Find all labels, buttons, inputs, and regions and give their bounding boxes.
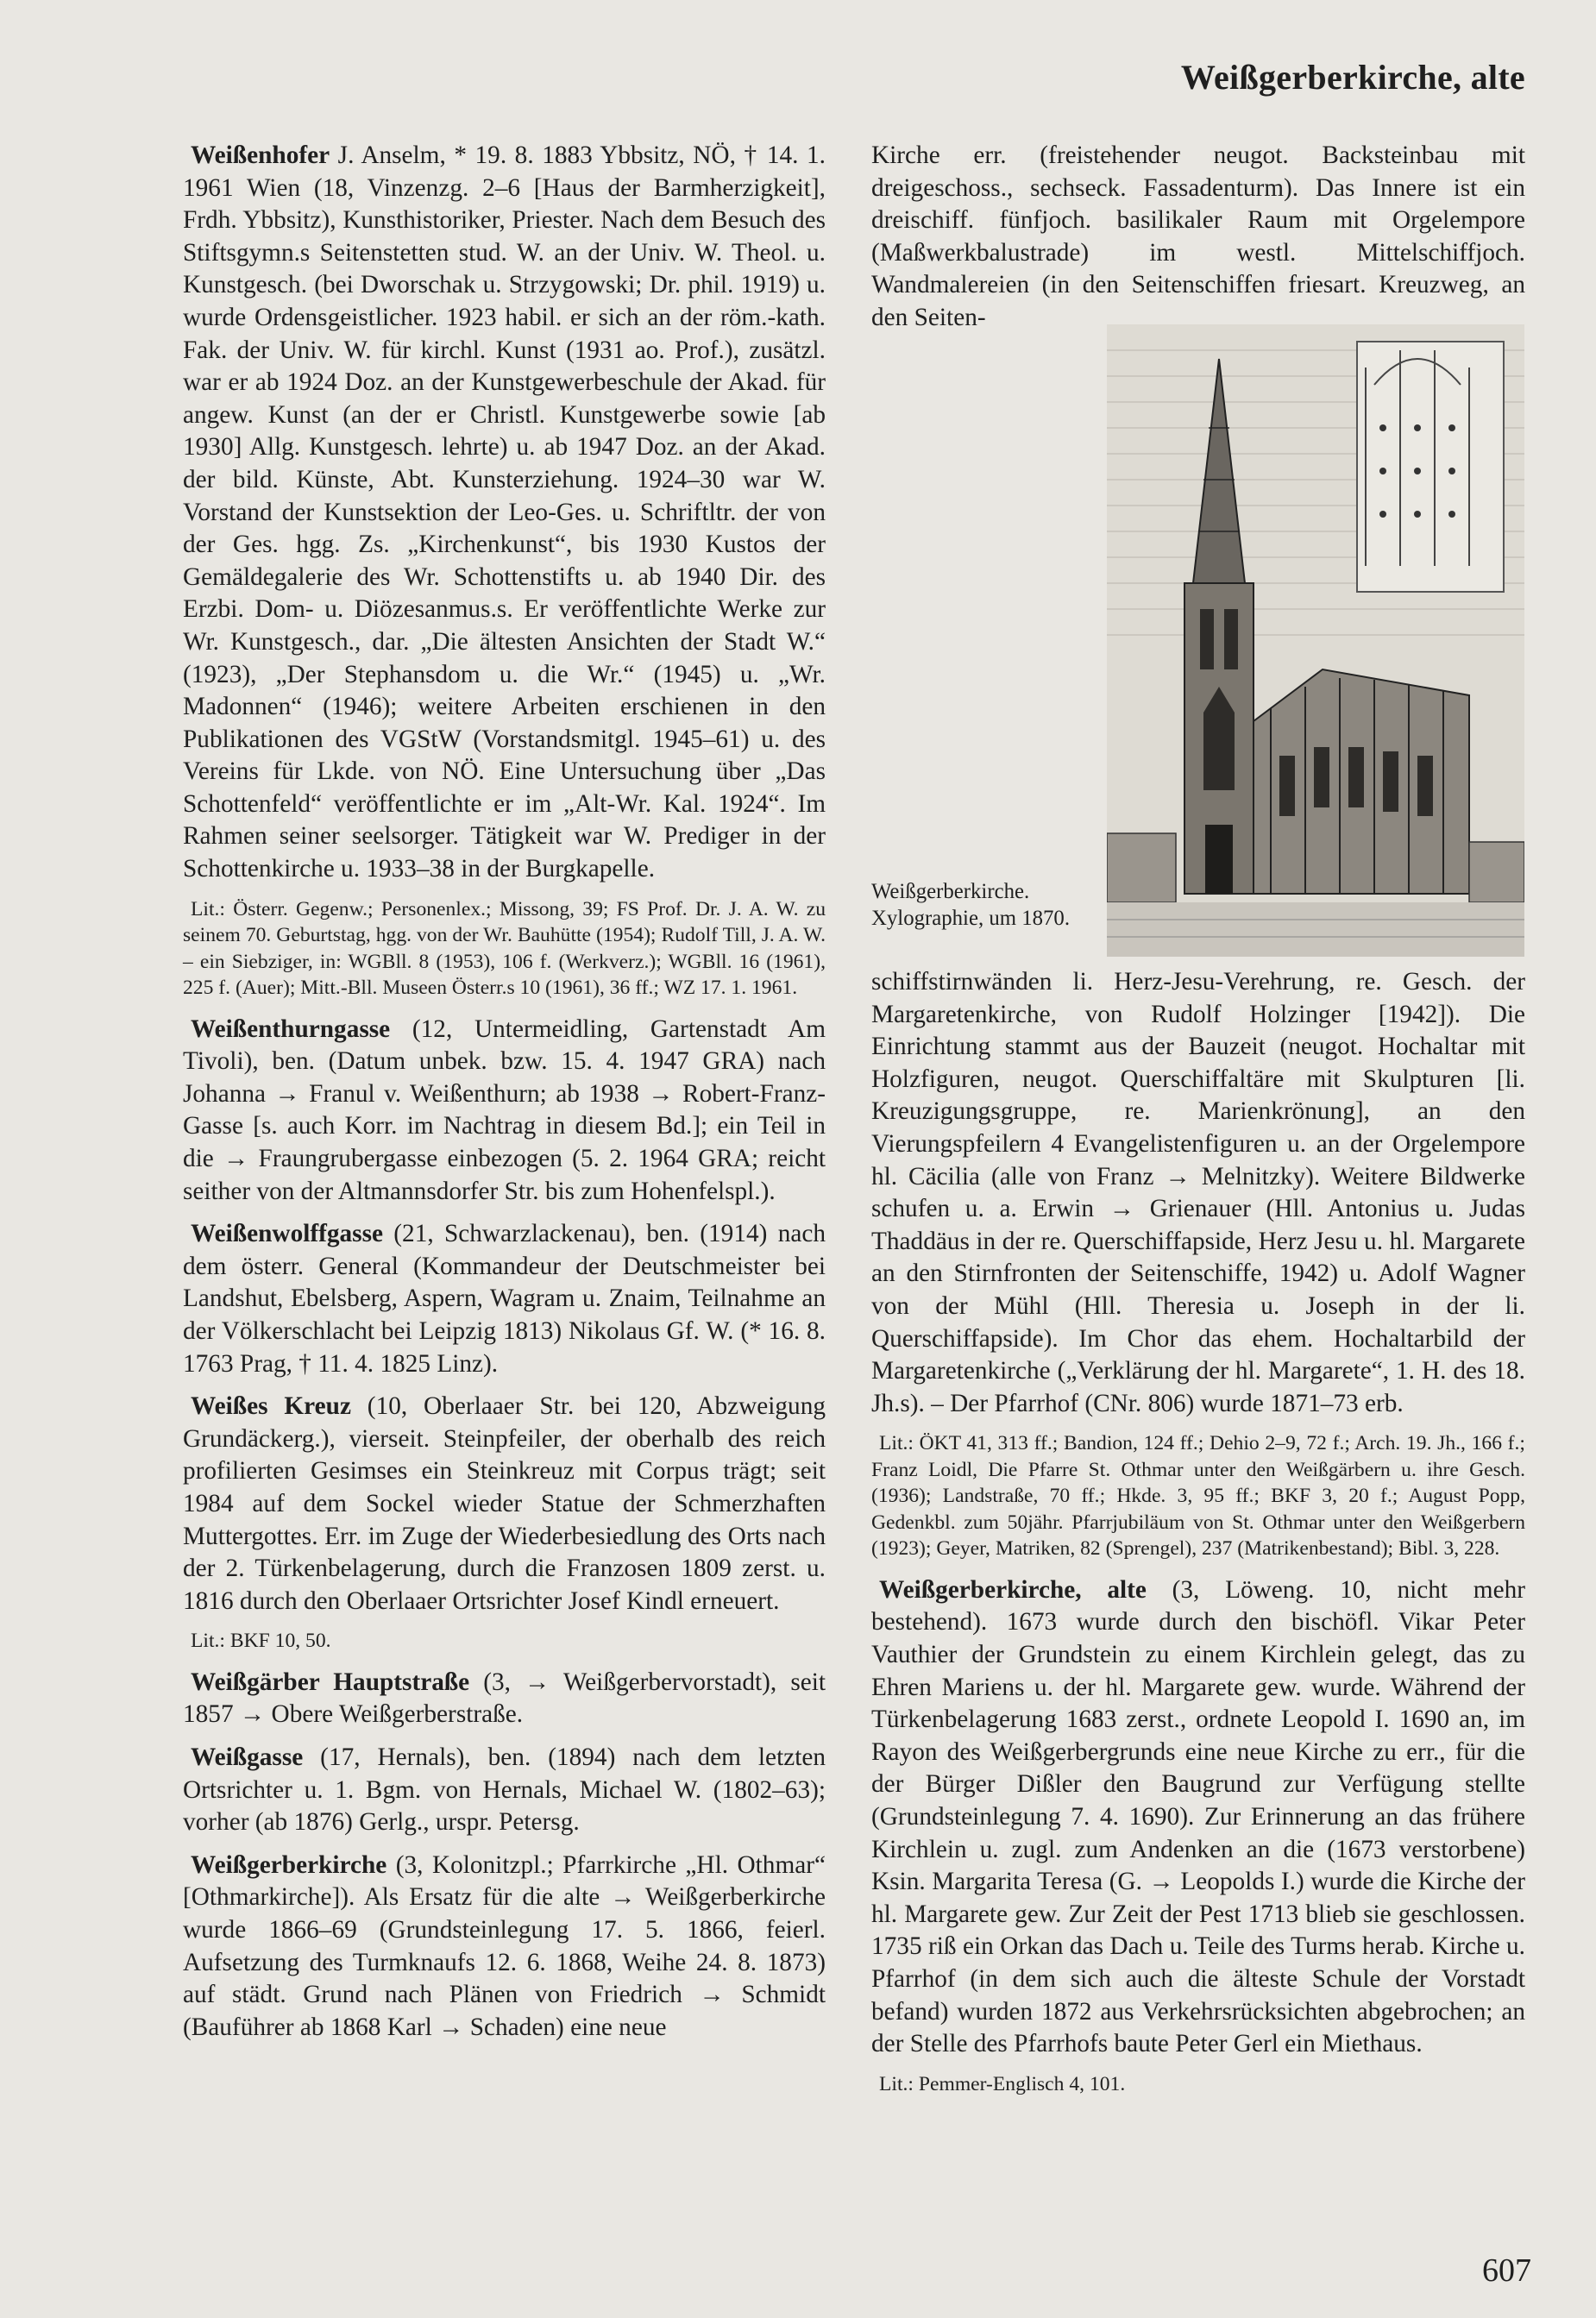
entry-literature: Lit.: Österr. Gegenw.; Personenlex.; Missong, 39; FS Prof. Dr. J. A. W. zu seinem 70. Geburtstag, hgg. von der Wr. Bauhütte (1954); Rudolf Till, J. A. W. – ein Siebziger, in: WGBll. 8 (1953), 106 f. (Werkverz.); WGBll. 16 (1961), 225 f. (Auer); Mitt.-Bll. Museen Österr.s 10 (1961), 36 ff.; WZ 17. 1. 1961.	[183, 897, 826, 1000]
entry-continuation: Kirche err. (freistehender neugot. Backsteinbau mit dreigeschoss., sechseck. Fassadenturm). Das Innere ist ein dreischiff. fünfjoch. basilikaler Raum mit Orgelempore (Maßwerkbalustrade) im westl. Mittelschiffjoch. Wandmalereien (in den Seitenschiffen friesart. Kreuzweg, an den Seiten-	[871, 141, 1525, 331]
entry-text: schiffstirnwänden li. Herz-Jesu-Verehrung, re. Gesch. der Margaretenkirche, von Rudolf Holzinger [1942]). Die Einrichtung stammt aus der Bauzeit (neugot. Hochaltar mit Holzfiguren, neugot. Querschiffaltäre mit Skulpturen [li. Kreuzigungsgruppe, re. Marienkrönung], an den Vierungspfeilern 4 Evangelistenfiguren u. an der Orgelempore hl. Cäcilia (alle von Franz → Melnitzky). Weitere Bildwerke schufen u. a. Erwin → Grienauer (Hll. Antonius u. Judas Thaddäus in der re. Querschiffapside, Herz Jesu u. hl. Margarete an den Stirnfronten der Seitenschiffe, 1942) u. Adolf Wagner von der Mühl (Hll. Theresia u. Joseph in der li. Querschiffapside). Im Chor das ehem. Hochaltarbild der Margaretenkirche („Verklärung der hl. Margarete“, 1. H. des 18. Jh.s). – Der Pfarrhof (CNr. 806) wurde 1871–73 erb.	[871, 968, 1525, 1417]
entry-text: (3, → Weißgerbervorstadt), seit 1857 → Obere Weißgerberstraße.	[183, 1668, 826, 1729]
church-engraving	[1107, 324, 1524, 957]
entry-weissenwolffgasse	[183, 1218, 826, 1380]
entry-headword: Weißgasse	[191, 1743, 304, 1772]
entry-text: (21, Schwarzlackenau), ben. (1914) nach dem österr. General (Kommandeur der Deutschmeister bei Landshut, Ebelsberg, Aspern, Wagram u. Znaim, Teilnahme an der Völkerschlacht bei Leipzig 1813) Nikolaus Gf. W. (* 16. 8. 1763 Prag, † 11. 4. 1825 Linz).	[183, 1220, 826, 1378]
entry-weissgerberkirche-continued	[871, 966, 1525, 1420]
entry-literature: Lit.: Pemmer-Englisch 4, 101.	[879, 2072, 1126, 2095]
entry-headword: Weißes Kreuz	[191, 1392, 351, 1421]
entry-text: (17, Hernals), ben. (1894) nach dem letzten Ortsrichter u. 1. Bgm. von Hernals, Michael W. (1802–63); vorher (ab 1876) Gerlg., urspr. Petersg.	[183, 1743, 826, 1837]
figure-caption: Weißgerberkirche. Xylographie, um 1870.	[871, 880, 1071, 930]
church-illustration	[1107, 324, 1524, 957]
running-title: Weißgerberkirche, alte	[1180, 58, 1525, 97]
entry-headword: Weißgärber Hauptstraße	[191, 1668, 470, 1696]
entry-headword: Weißenhofer	[191, 141, 330, 169]
entry-text: (10, Oberlaaer Str. bei 120, Abzweigung Grundäckerg.), vierseit. Steinpfeiler, der oberhalb des reich profilierten Gesimses ein Steinkreuz mit Corpus trägt; seit 1984 auf dem Sockel wieder Statue der Schmerzhaften Muttergottes. Err. im Zuge der Wiederbesiedlung des Orts nach der 2. Türkenbelagerung, durch die Franzosen 1809 zerst. u. 1816 durch den Oberlaaer Ortsrichter Josef Kindl erneuert.	[183, 1392, 826, 1615]
entry-headword: Weißgerberkirche	[191, 1850, 387, 1879]
entry-weissgasse	[183, 1742, 826, 1839]
entry-weissenthurngasse	[183, 1014, 826, 1209]
entry-headword: Weißenthurngasse	[191, 1015, 391, 1043]
entry-weissenhofer	[183, 140, 826, 886]
right-column-top	[871, 140, 1525, 345]
page-number: 607	[1482, 2252, 1531, 2289]
left-column	[183, 140, 826, 2054]
entry-text: (12, Untermeidling, Gartenstadt Am Tivoli), ben. (Datum unbek. bzw. 15. 4. 1947 GRA) nach Johanna → Franul v. Weißenthurn; ab 1938 → Robert-Franz-Gasse [s. auch Korr. im Nachtrag in diesem Bd.]; ein Teil in die → Fraungrubergasse einbezogen (5. 2. 1964 GRA; reicht seither von der Altmannsdorfer Str. bis zum Hohenfelspl.).	[183, 1015, 826, 1205]
entry-literature: Lit.: BKF 10, 50.	[191, 1630, 331, 1653]
entry-text: (3, Löweng. 10, nicht mehr bestehend). 1673 wurde durch den bischöfl. Vikar Peter Vauthier der Grundstein zu einem Kirchlein gelegt, das zu Ehren Mariens u. der hl. Margarete gew. wurde. Während der Türkenbelagerung 1683 zerst., ordnete Leopold I. 1690 an, im Rayon des Weißgerbergrunds eine neue Kirche zu err., für die der Bürger Dißler den Baugrund zur Verfügung stellte (Grundsteinlegung 7. 4. 1690). Zur Erinnerung an das frühere Kirchlein u. zugl. zum Andenken an die (1673 verstorbene) Ksin. Margarita Teresa (G. → Leopolds I.) wurde die Kirche der hl. Margarete gew. Zur Zeit der Pest 1713 blieb sie geschlossen. 1735 riß ein Orkan das Dach u. Teile des Turms herab. Kirche u. Pfarrhof (in dem sich auch die älteste Schule der Vorstadt befand) wurden 1872 aus Verkehrsrücksichten abgebrochen; an der Stelle des Pfarrhofs baute Peter Gerl ein Miethaus.	[871, 1575, 1525, 2058]
entry-headword: Weißgerberkirche, alte	[879, 1575, 1147, 1604]
entry-literature: Lit.: ÖKT 41, 313 ff.; Bandion, 124 ff.; Dehio 2–9, 72 f.; Arch. 19. Jh., 166 f.; Franz Loidl, Die Pfarre St. Othmar unter den Weißgärbern u. ihre Gesch. (1936); Landstraße, 70 ff.; Hkde. 3, 95 ff.; BKF 3, 20 f.; August Popp, Gedenkbl. zum 50jähr. Pfarrjubiläum von St. Othmar unter den Weißgerbern (1923); Geyer, Matriken, 82 (Sprengel), 237 (Matrikenbestand); Bibl. 3, 228.	[871, 1432, 1525, 1561]
entry-weissgerberkirche-alte	[871, 1574, 1525, 2061]
entry-headword: Weißenwolffgasse	[191, 1220, 383, 1248]
entry-weissgerberkirche	[183, 1850, 826, 2045]
entry-weisses-kreuz	[183, 1391, 826, 1618]
right-column-bottom	[871, 966, 1525, 2109]
entry-text: J. Anselm, * 19. 8. 1883 Ybbsitz, NÖ, † 14. 1. 1961 Wien (18, Vinzenzg. 2–6 [Haus der Barmherzigkeit], Frdh. Ybbsitz), Kunsthistoriker, Priester. Nach dem Besuch des Stiftsgymn.s Seitenstetten stud. W. an der Univ. W. Theol. u. Kunstgesch. (bei Dworschak u. Strzygowski; Dr. phil. 1919) u. wurde Ordensgeistlicher. 1923 habil. er sich an der röm.-kath. Fak. der Univ. W. für kirchl. Kunst (1931 ao. Prof.), zusätzl. war er ab 1924 Doz. an der Kunstgewerbeschule der Akad. für angew. Kunst (an der er Christl. Kunstgewerbe sowie [ab 1930] Allg. Kunstgesch. lehrte) u. ab 1947 Doz. an der Akad. der bild. Künste, Abt. Kunsterziehung. 1924–30 war W. Vorstand der Kunstsektion der Leo-Ges. u. Schriftltr. der von der Ges. hgg. Zs. „Kirchenkunst“, bis 1930 Kustos der Gemäldegalerie des Wr. Schottenstifts u. ab 1940 Dir. des Erzbi. Dom- u. Diözesanmus.s. Er veröffentlichte Werke zur Wr. Kunstgesch., dar. „Die ältesten Ansichten der Stadt W.“ (1923), „Der Stephansdom u. die Wr.“ (1945) u. „Wr. Madonnen“ (1946); weitere Arbeiten erschienen in den Publikationen des VGStW (Vorstandsmitgl. 1945–61) u. des Vereins für Lkde. von NÖ. Eine Untersuchung über „Das Schottenfeld“ veröffentlichte er im „Alt-Wr. Kal. 1924“. Im Rahmen seiner seelsorger. Tätigkeit war W. Prediger in der Schottenkirche u. 1933–38 in der Burgkapelle.	[183, 141, 826, 883]
entry-weissgaerber-hauptstrasse	[183, 1667, 826, 1731]
entry-text: (3, Kolonitzpl.; Pfarrkirche „Hl. Othmar“ [Othmarkirche]). Als Ersatz für die alte → Weißgerberkirche wurde 1866–69 (Grundsteinlegung 17. 5. 1866, feierl. Aufsetzung des Turmknaufs 12. 6. 1868, Weihe 24. 8. 1873) auf städt. Grund nach Plänen von Friedrich → Schmidt (Bauführer ab 1868 Karl → Schaden) eine neue	[183, 1850, 826, 2041]
